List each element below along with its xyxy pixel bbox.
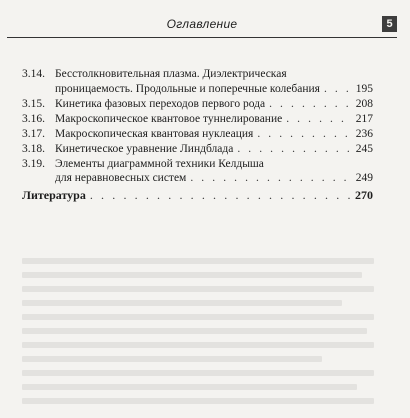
toc-entry-page: 236 (355, 127, 373, 140)
header-title: Оглавление (166, 17, 238, 31)
table-of-contents (22, 67, 373, 202)
toc-entry-3-15[interactable] (22, 97, 373, 112)
toc-entry-page: 245 (355, 142, 373, 155)
dot-leader (190, 171, 351, 186)
toc-entry-3-17[interactable] (22, 127, 373, 142)
dot-leader (269, 97, 351, 112)
dot-leader (90, 188, 351, 203)
dot-leader (257, 127, 351, 142)
toc-entry-page: 195 (355, 82, 373, 95)
toc-entry-title-continued: проницаемость. Продольные и поперечные колебания (55, 82, 320, 95)
toc-entry-page: 208 (355, 97, 373, 110)
toc-entry-literature[interactable] (22, 188, 373, 203)
dot-leader (237, 142, 351, 157)
toc-entry-number: 3.15. (22, 97, 45, 110)
toc-entry-title-continued: для неравновесных систем (55, 172, 187, 184)
toc-entry-page: 217 (355, 112, 373, 125)
toc-entry-title: Кинетическое уравнение Линдблада (55, 142, 234, 155)
toc-entry-number: 3.14. (22, 68, 45, 80)
toc-entry-number: 3.18. (22, 142, 45, 155)
toc-entry-number: 3.16. (22, 112, 45, 125)
toc-entry-3-14[interactable] (22, 67, 373, 96)
toc-entry-title: Макроскопическая квантовая нуклеация (55, 127, 254, 140)
toc-entry-page: 249 (355, 172, 373, 184)
toc-entry-3-18[interactable] (22, 142, 373, 157)
toc-entry-3-19[interactable] (22, 157, 373, 186)
toc-entry-title: Элементы диаграммной техники Келдыша (55, 157, 264, 170)
literature-title: Литература (22, 187, 86, 202)
toc-entry-3-16[interactable] (22, 112, 373, 127)
running-header (7, 15, 397, 38)
toc-entry-number: 3.17. (22, 127, 45, 140)
dot-leader (324, 82, 351, 97)
page-number-badge: 5 (382, 16, 397, 32)
toc-entry-title: Бесстолкновительная плазма. Диэлектрическая (55, 68, 287, 80)
dot-leader (286, 112, 351, 127)
toc-entry-number: 3.19. (22, 157, 45, 170)
toc-entry-title: Макроскопическое квантовое туннелирование (55, 112, 283, 125)
literature-page: 270 (355, 187, 373, 202)
toc-entry-title: Кинетика фазовых переходов первого рода (55, 97, 266, 110)
